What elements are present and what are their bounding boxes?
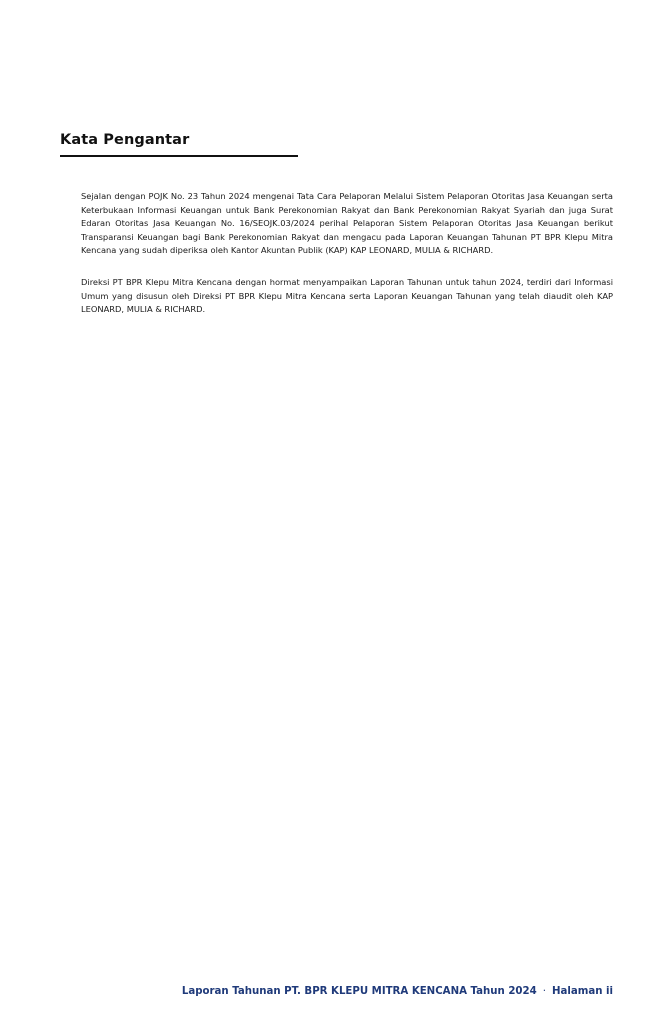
- footer-page-number: Halaman ii: [551, 986, 613, 997]
- intro-paragraph-2: Direksi PT BPR Klepu Mitra Kencana dengan hormat menyampaikan Laporan Tahunan untuk tahun 2024, terdiri dari Informasi Umum yang disusun oleh Direksi PT BPR Klepu Mitra Kencana serta Laporan Keuangan Tahunan yang telah diaudit oleh KAP LEONARD, MULIA & RICHARD.: [81, 277, 613, 315]
- footer-separator: ·: [542, 986, 546, 997]
- section-title: Kata Pengantar: [60, 132, 190, 148]
- page-footer: [182, 986, 613, 997]
- footer-report-title: Laporan Tahunan PT. BPR KLEPU MITRA KENCANA Tahun 2024: [181, 986, 537, 997]
- section-title-underline: [60, 155, 298, 157]
- intro-paragraph-1: Sejalan dengan POJK No. 23 Tahun 2024 mengenai Tata Cara Pelaporan Melalui Sistem Pelaporan Otoritas Jasa Keuangan serta Keterbukaan Informasi Keuangan untuk Bank Perekonomian Rakyat dan Bank Perekonomian Rakyat Syariah dan juga Surat Edaran Otoritas Jasa Keuangan No. 16/SEOJK.03/2024 perihal Pelaporan Sistem Pelaporan Otoritas Jasa Keuangan berikut Transparansi Keuangan bagi Bank Perekonomian Rakyat dan mengacu pada Laporan Keuangan Tahunan PT BPR Klepu Mitra Kencana yang sudah diperiksa oleh Kantor Akuntan Publik (KAP) KAP LEONARD, MULIA & RICHARD.: [81, 191, 613, 256]
